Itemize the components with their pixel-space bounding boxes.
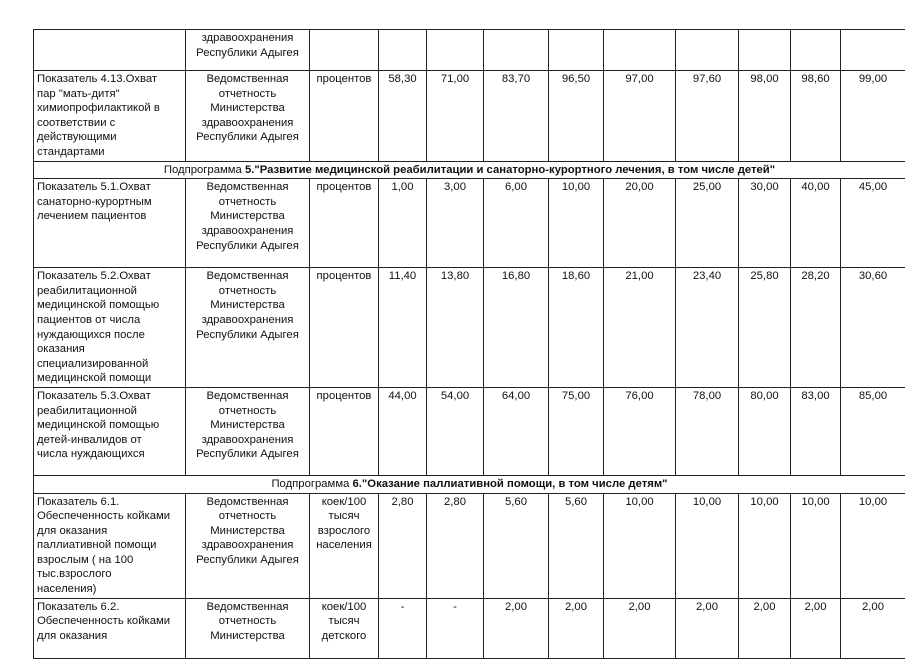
value-cell: 10,00 (841, 493, 905, 598)
table-body (34, 30, 905, 659)
subprogram-title: 6."Оказание паллиативной помощи, в том числе детям" (353, 478, 668, 490)
value-cell: 10,00 (739, 493, 791, 598)
value-cell (841, 30, 905, 71)
value-cell (604, 30, 676, 71)
source-cell: здравоохранения Республики Адыгея (186, 30, 310, 71)
table-row (34, 493, 905, 598)
source-cell: Ведомственная отчетность Министерства здравоохранения Республики Адыгея (186, 179, 310, 268)
source-cell: Ведомственная отчетность Министерства здравоохранения Республики Адыгея (186, 71, 310, 162)
value-cell: 13,80 (427, 268, 484, 388)
value-cell: 98,00 (739, 71, 791, 162)
value-cell: 98,60 (791, 71, 841, 162)
value-cell: 28,20 (791, 268, 841, 388)
value-cell: 83,00 (791, 387, 841, 475)
value-cell: 64,00 (484, 387, 549, 475)
source-cell: Ведомственная отчетность Министерства (186, 598, 310, 658)
value-cell: 5,60 (549, 493, 604, 598)
value-cell: 30,00 (739, 179, 791, 268)
subprogram-row (34, 161, 905, 179)
unit-cell: процентов (310, 268, 379, 388)
value-cell: 2,00 (676, 598, 739, 658)
unit-cell: коек/100 тысяч взрослого населения (310, 493, 379, 598)
unit-cell: процентов (310, 387, 379, 475)
value-cell: 2,00 (841, 598, 905, 658)
value-cell: 2,00 (739, 598, 791, 658)
value-cell (676, 30, 739, 71)
value-cell: 2,00 (604, 598, 676, 658)
value-cell: 2,00 (549, 598, 604, 658)
table-row (34, 30, 905, 71)
table-row (34, 268, 905, 388)
value-cell: 20,00 (604, 179, 676, 268)
value-cell: 54,00 (427, 387, 484, 475)
subprogram-title: 5."Развитие медицинской реабилитации и санаторно-курортного лечения, в том числе детей" (245, 164, 775, 176)
value-cell: 78,00 (676, 387, 739, 475)
subprogram-row (34, 475, 905, 493)
value-cell: 2,80 (427, 493, 484, 598)
value-cell: 97,00 (604, 71, 676, 162)
value-cell: 97,60 (676, 71, 739, 162)
value-cell (484, 30, 549, 71)
value-cell: 45,00 (841, 179, 905, 268)
value-cell: 71,00 (427, 71, 484, 162)
source-cell: Ведомственная отчетность Министерства здравоохранения Республики Адыгея (186, 387, 310, 475)
value-cell (427, 30, 484, 71)
value-cell: 99,00 (841, 71, 905, 162)
subprogram-prefix: Подпрограмма (271, 478, 352, 490)
table-row (34, 179, 905, 268)
subprogram-heading (34, 475, 905, 493)
unit-cell: процентов (310, 179, 379, 268)
value-cell: 6,00 (484, 179, 549, 268)
value-cell: 1,00 (379, 179, 427, 268)
indicator-name-cell (34, 30, 186, 71)
value-cell: 16,80 (484, 268, 549, 388)
table-row (34, 598, 905, 658)
value-cell: 5,60 (484, 493, 549, 598)
value-cell (791, 30, 841, 71)
value-cell: 85,00 (841, 387, 905, 475)
value-cell: 10,00 (549, 179, 604, 268)
value-cell: - (379, 598, 427, 658)
indicators-table (33, 29, 905, 659)
unit-cell: процентов (310, 71, 379, 162)
value-cell: 75,00 (549, 387, 604, 475)
value-cell (379, 30, 427, 71)
value-cell: 2,00 (791, 598, 841, 658)
value-cell: 80,00 (739, 387, 791, 475)
unit-cell: коек/100 тысяч детского (310, 598, 379, 658)
indicator-name-cell: Показатель 6.1. Обеспеченность койками для оказания паллиативной помощи взрослым ( на 100 тыс.взрослого населения) (34, 493, 186, 598)
value-cell: 83,70 (484, 71, 549, 162)
value-cell: 18,60 (549, 268, 604, 388)
value-cell: 21,00 (604, 268, 676, 388)
indicator-name-cell: Показатель 6.2. Обеспеченность койками для оказания (34, 598, 186, 658)
value-cell: 25,80 (739, 268, 791, 388)
value-cell: 58,30 (379, 71, 427, 162)
value-cell: 10,00 (604, 493, 676, 598)
table-row (34, 71, 905, 162)
value-cell: 10,00 (676, 493, 739, 598)
value-cell: 25,00 (676, 179, 739, 268)
subprogram-heading (34, 161, 905, 179)
value-cell: 2,80 (379, 493, 427, 598)
subprogram-prefix: Подпрограмма (164, 164, 245, 176)
value-cell: 30,60 (841, 268, 905, 388)
value-cell: 2,00 (484, 598, 549, 658)
source-cell: Ведомственная отчетность Министерства здравоохранения Республики Адыгея (186, 268, 310, 388)
value-cell: 23,40 (676, 268, 739, 388)
source-cell: Ведомственная отчетность Министерства здравоохранения Республики Адыгея (186, 493, 310, 598)
value-cell: - (427, 598, 484, 658)
unit-cell (310, 30, 379, 71)
value-cell: 44,00 (379, 387, 427, 475)
table-row (34, 387, 905, 475)
value-cell: 3,00 (427, 179, 484, 268)
value-cell (549, 30, 604, 71)
value-cell: 10,00 (791, 493, 841, 598)
indicator-name-cell: Показатель 4.13.Охват пар "мать-дитя" химиопрофилактикой в соответствии с действующими стандартами (34, 71, 186, 162)
value-cell (739, 30, 791, 71)
indicator-name-cell: Показатель 5.1.Охват санаторно-курортным лечением пациентов (34, 179, 186, 268)
indicator-name-cell: Показатель 5.2.Охват реабилитационной медицинской помощью пациентов от числа нуждающихся после оказания специализированной медицинской помощи (34, 268, 186, 388)
indicator-name-cell: Показатель 5.3.Охват реабилитационной медицинской помощью детей-инвалидов от числа нуждающихся (34, 387, 186, 475)
value-cell: 96,50 (549, 71, 604, 162)
value-cell: 40,00 (791, 179, 841, 268)
value-cell: 11,40 (379, 268, 427, 388)
value-cell: 76,00 (604, 387, 676, 475)
